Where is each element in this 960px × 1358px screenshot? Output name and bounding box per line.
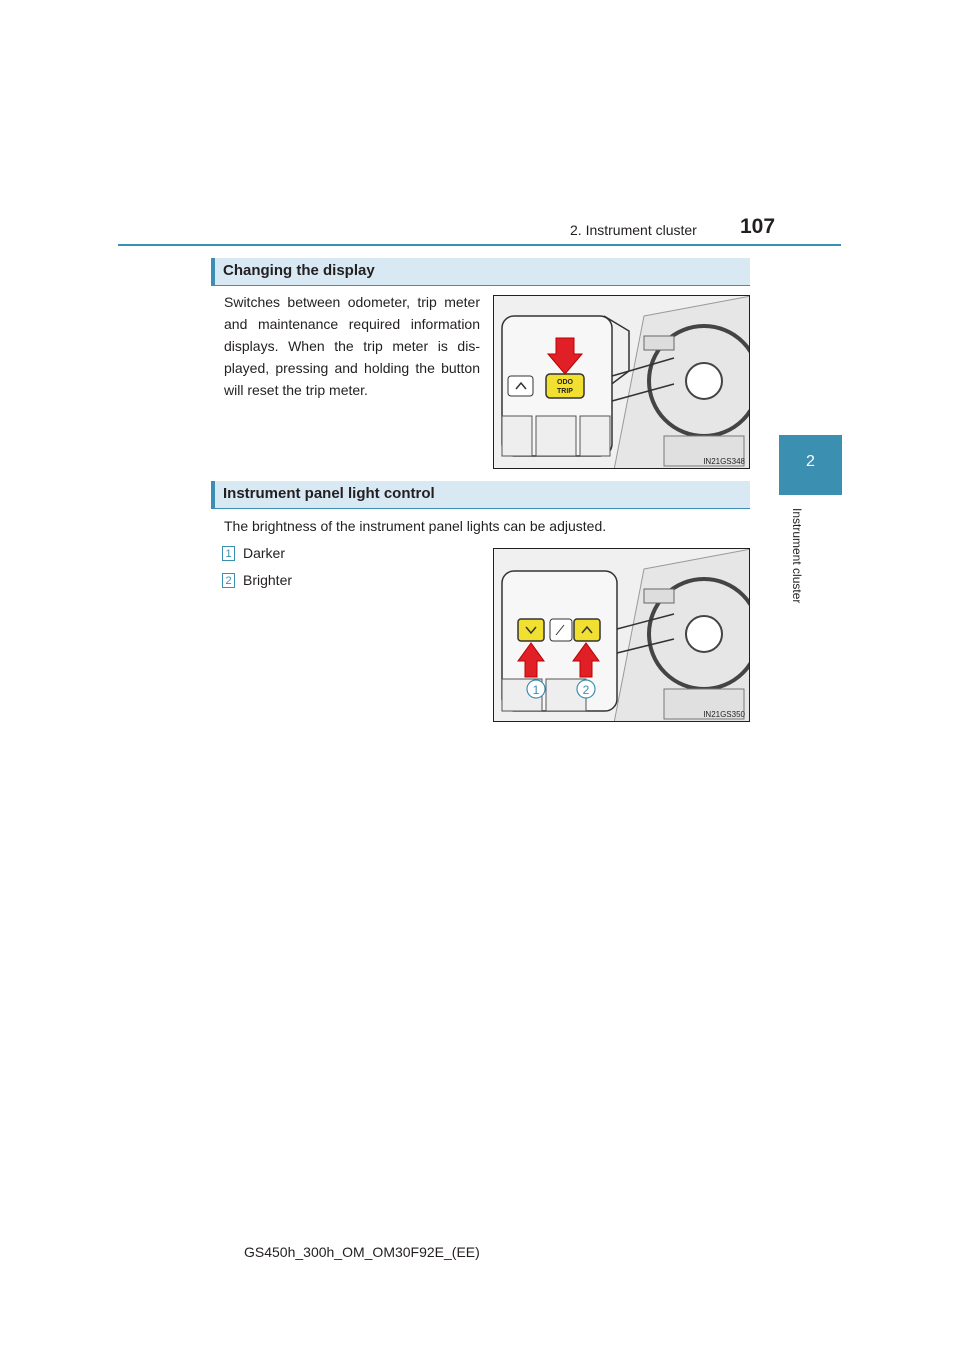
section-heading-changing-display	[211, 258, 750, 286]
section-body-text: The brightness of the instrument panel lights can be adjusted.	[224, 518, 607, 534]
chapter-number: 2	[806, 453, 815, 470]
section-heading-light-control	[211, 481, 750, 509]
chapter-tab	[779, 435, 842, 495]
list-item-darker: Darker	[243, 545, 286, 561]
page-number: 107	[740, 215, 776, 238]
svg-text:1: 1	[532, 683, 540, 697]
odo-label: ODO	[557, 379, 573, 386]
item-number-badge: 2	[222, 573, 235, 588]
figure-odo-trip-button	[493, 295, 750, 469]
trip-label: TRIP	[557, 388, 573, 395]
figure-brightness-buttons	[493, 548, 750, 722]
chapter-label: Instrument cluster	[790, 508, 804, 604]
header-section-title: 2. Instrument cluster	[570, 222, 697, 238]
section-title: Instrument panel light control	[223, 485, 435, 502]
darker-button-highlight	[518, 619, 544, 641]
section-title: Changing the display	[223, 262, 375, 279]
brighter-button-highlight	[574, 619, 600, 641]
figure-code: IN21GS348	[703, 457, 745, 466]
section-body-text: Switches between odometer, trip meter and maintenance required information displays. When the trip meter is dis-played, pressing and holding the button will reset the trip meter.	[224, 294, 480, 398]
header-rule	[118, 244, 841, 246]
svg-text:2: 2	[582, 683, 590, 697]
list-item-brighter: Brighter	[243, 572, 293, 588]
dashboard-illustration	[494, 296, 750, 469]
item-number-badge: 1	[222, 546, 235, 561]
footer-document-code: GS450h_300h_OM_OM30F92E_(EE)	[244, 1244, 480, 1260]
dashboard-illustration	[494, 549, 750, 722]
figure-code: IN21GS350	[703, 710, 745, 719]
